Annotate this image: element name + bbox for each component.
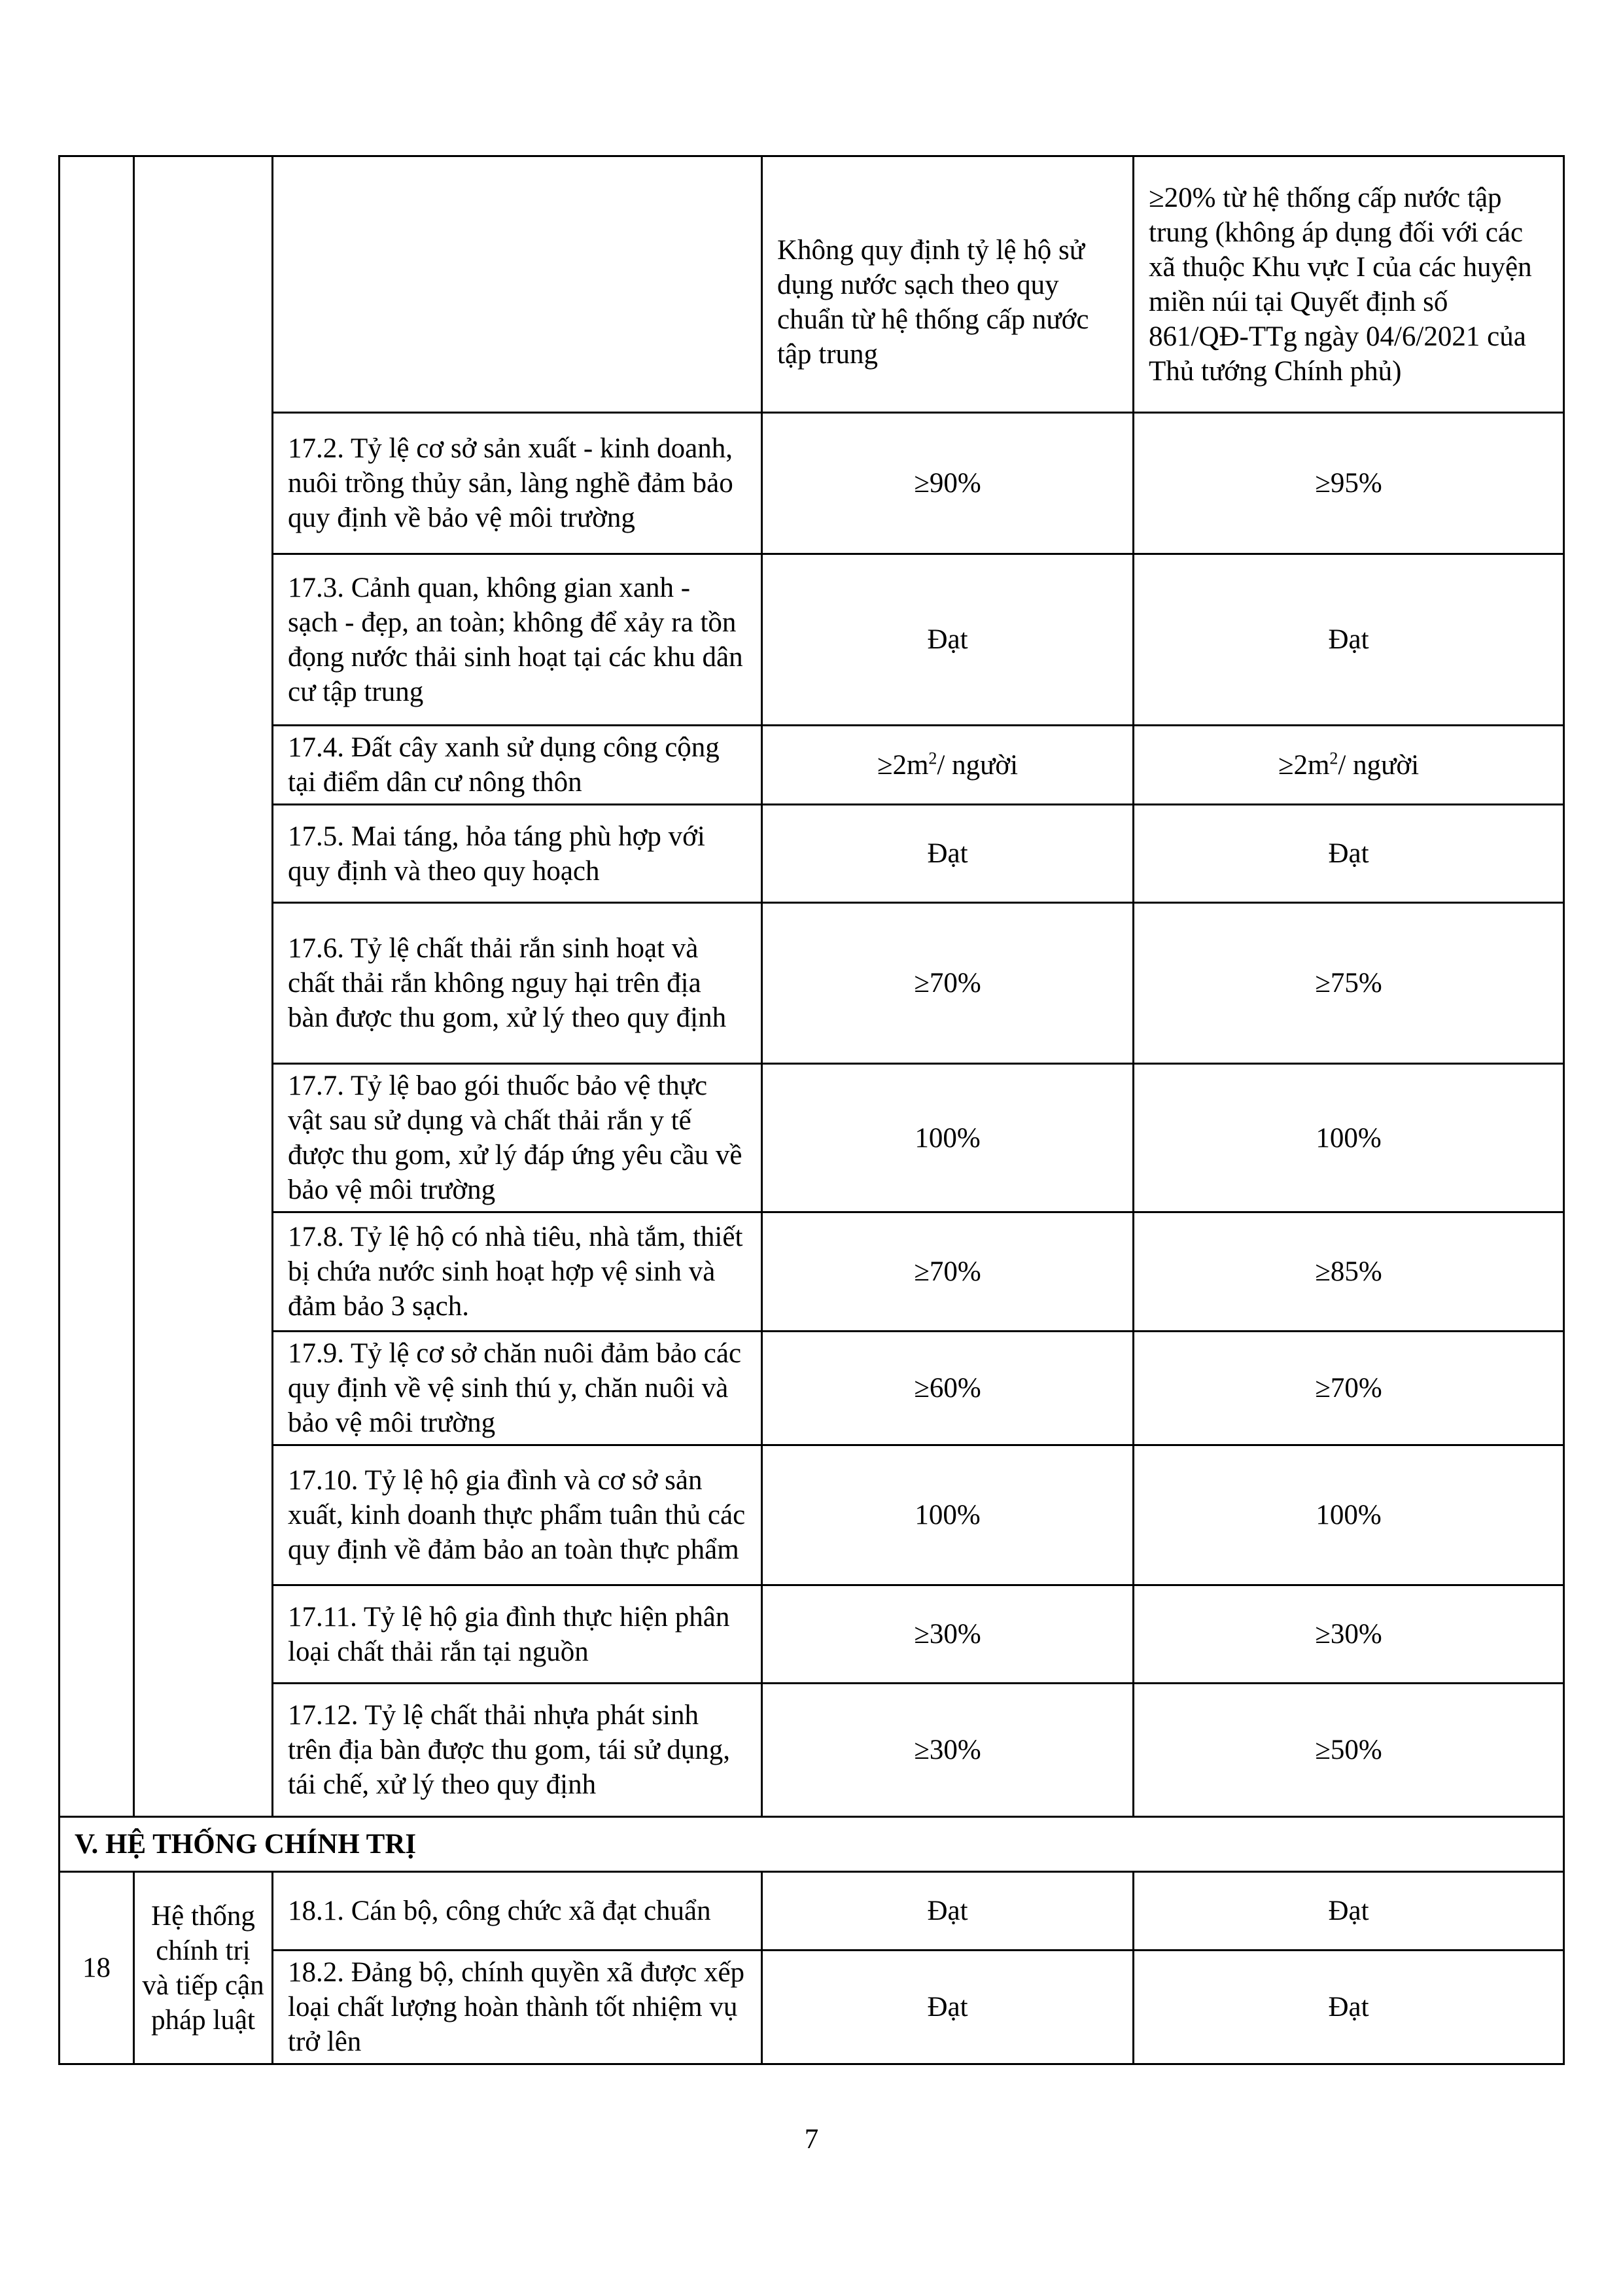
commune-value-cell: ≥30% — [762, 1684, 1134, 1817]
table-row — [60, 1212, 1564, 1332]
commune-value-cell: Đạt — [762, 1951, 1134, 2064]
advanced-value-cell: ≥85% — [1134, 1212, 1564, 1332]
commune-value-cell: ≥30% — [762, 1585, 1134, 1684]
advanced-value-cell: ≥30% — [1134, 1585, 1564, 1684]
criterion-cell: 17.3. Cảnh quan, không gian xanh - sạch - đẹp, an toàn; không để xảy ra tồn đọng nước thải sinh hoạt tại các khu dân cư tập trung — [273, 554, 762, 726]
table-row — [60, 1332, 1564, 1445]
criterion-cell: 17.12. Tỷ lệ chất thải nhựa phát sinh trên địa bàn được thu gom, tái sử dụng, tái chế, xử lý theo quy định — [273, 1684, 762, 1817]
page-number: 7 — [804, 2124, 819, 2155]
criterion-cell: 17.9. Tỷ lệ cơ sở chăn nuôi đảm bảo các quy định về vệ sinh thú y, chăn nuôi và bảo vệ môi trường — [273, 1332, 762, 1445]
commune-value-cell: $\ge 2m^2/$ người — [762, 726, 1134, 805]
advanced-value-cell: ≥75% — [1134, 903, 1564, 1064]
criteria-table — [58, 155, 1565, 2065]
commune-value-cell: Đạt — [762, 1872, 1134, 1951]
table-row — [60, 156, 1564, 413]
advanced-value-cell: ≥50% — [1134, 1684, 1564, 1817]
commune-value-cell: ≥90% — [762, 413, 1134, 554]
criterion-cell: 18.2. Đảng bộ, chính quyền xã được xếp loại chất lượng hoàn thành tốt nhiệm vụ trở lên — [273, 1951, 762, 2064]
item-number-cell — [60, 156, 134, 1817]
table-row — [60, 726, 1564, 805]
advanced-value-cell: Đạt — [1134, 1872, 1564, 1951]
table-row — [60, 903, 1564, 1064]
table-row — [60, 1872, 1564, 1951]
advanced-value-cell: ≥20% từ hệ thống cấp nước tập trung (không áp dụng đối với các xã thuộc Khu vực I của các huyện miền núi tại Quyết định số 861/QĐ-TTg ngày 04/6/2021 của Thủ tướng Chính phủ) — [1134, 156, 1564, 413]
table-row — [60, 1064, 1564, 1212]
table-row — [60, 1684, 1564, 1817]
commune-value-cell: 100% — [762, 1064, 1134, 1212]
criterion-cell: 17.5. Mai táng, hỏa táng phù hợp với quy định và theo quy hoạch — [273, 805, 762, 903]
advanced-value-cell: 100% — [1134, 1064, 1564, 1212]
criterion-cell: 17.2. Tỷ lệ cơ sở sản xuất - kinh doanh, nuôi trồng thủy sản, làng nghề đảm bảo quy định về bảo vệ môi trường — [273, 413, 762, 554]
criterion-cell: 17.4. Đất cây xanh sử dụng công cộng tại điểm dân cư nông thôn — [273, 726, 762, 805]
table-row — [60, 1445, 1564, 1585]
advanced-value-cell: Đạt — [1134, 554, 1564, 726]
criterion-cell: 18.1. Cán bộ, công chức xã đạt chuẩn — [273, 1872, 762, 1951]
table-row — [60, 805, 1564, 903]
item-name: Hệ thống chính trị và tiếp cận pháp luật — [134, 1872, 273, 2064]
advanced-value-cell: Đạt — [1134, 805, 1564, 903]
advanced-value-cell: $\ge 2m^2/$ người — [1134, 726, 1564, 805]
section-header-row — [60, 1817, 1564, 1872]
criterion-cell: 17.8. Tỷ lệ hộ có nhà tiêu, nhà tắm, thiết bị chứa nước sinh hoạt hợp vệ sinh và đảm bảo 3 sạch. — [273, 1212, 762, 1332]
table-row — [60, 554, 1564, 726]
commune-value-cell: ≥60% — [762, 1332, 1134, 1445]
table-row — [60, 1951, 1564, 2064]
commune-value-cell: 100% — [762, 1445, 1134, 1585]
commune-value-cell: Đạt — [762, 554, 1134, 726]
commune-value-cell: Không quy định tỷ lệ hộ sử dụng nước sạch theo quy chuẩn từ hệ thống cấp nước tập trung — [762, 156, 1134, 413]
criterion-cell: 17.7. Tỷ lệ bao gói thuốc bảo vệ thực vật sau sử dụng và chất thải rắn y tế được thu gom, xử lý đáp ứng yêu cầu về bảo vệ môi trường — [273, 1064, 762, 1212]
criterion-cell: 17.6. Tỷ lệ chất thải rắn sinh hoạt và chất thải rắn không nguy hại trên địa bàn được thu gom, xử lý theo quy định — [273, 903, 762, 1064]
advanced-value-cell: ≥70% — [1134, 1332, 1564, 1445]
advanced-value-cell: Đạt — [1134, 1951, 1564, 2064]
item-name-cell — [134, 156, 273, 1817]
table-row — [60, 1585, 1564, 1684]
section-title: V. HỆ THỐNG CHÍNH TRỊ — [60, 1817, 1564, 1872]
criterion-cell: 17.10. Tỷ lệ hộ gia đình và cơ sở sản xuất, kinh doanh thực phẩm tuân thủ các quy định về đảm bảo an toàn thực phẩm — [273, 1445, 762, 1585]
advanced-value-cell: ≥95% — [1134, 413, 1564, 554]
table-row — [60, 413, 1564, 554]
criterion-cell: 17.11. Tỷ lệ hộ gia đình thực hiện phân loại chất thải rắn tại nguồn — [273, 1585, 762, 1684]
criterion-cell — [273, 156, 762, 413]
advanced-value-cell: 100% — [1134, 1445, 1564, 1585]
commune-value-cell: Đạt — [762, 805, 1134, 903]
item-number: 18 — [60, 1872, 134, 2064]
commune-value-cell: ≥70% — [762, 1212, 1134, 1332]
commune-value-cell: ≥70% — [762, 903, 1134, 1064]
